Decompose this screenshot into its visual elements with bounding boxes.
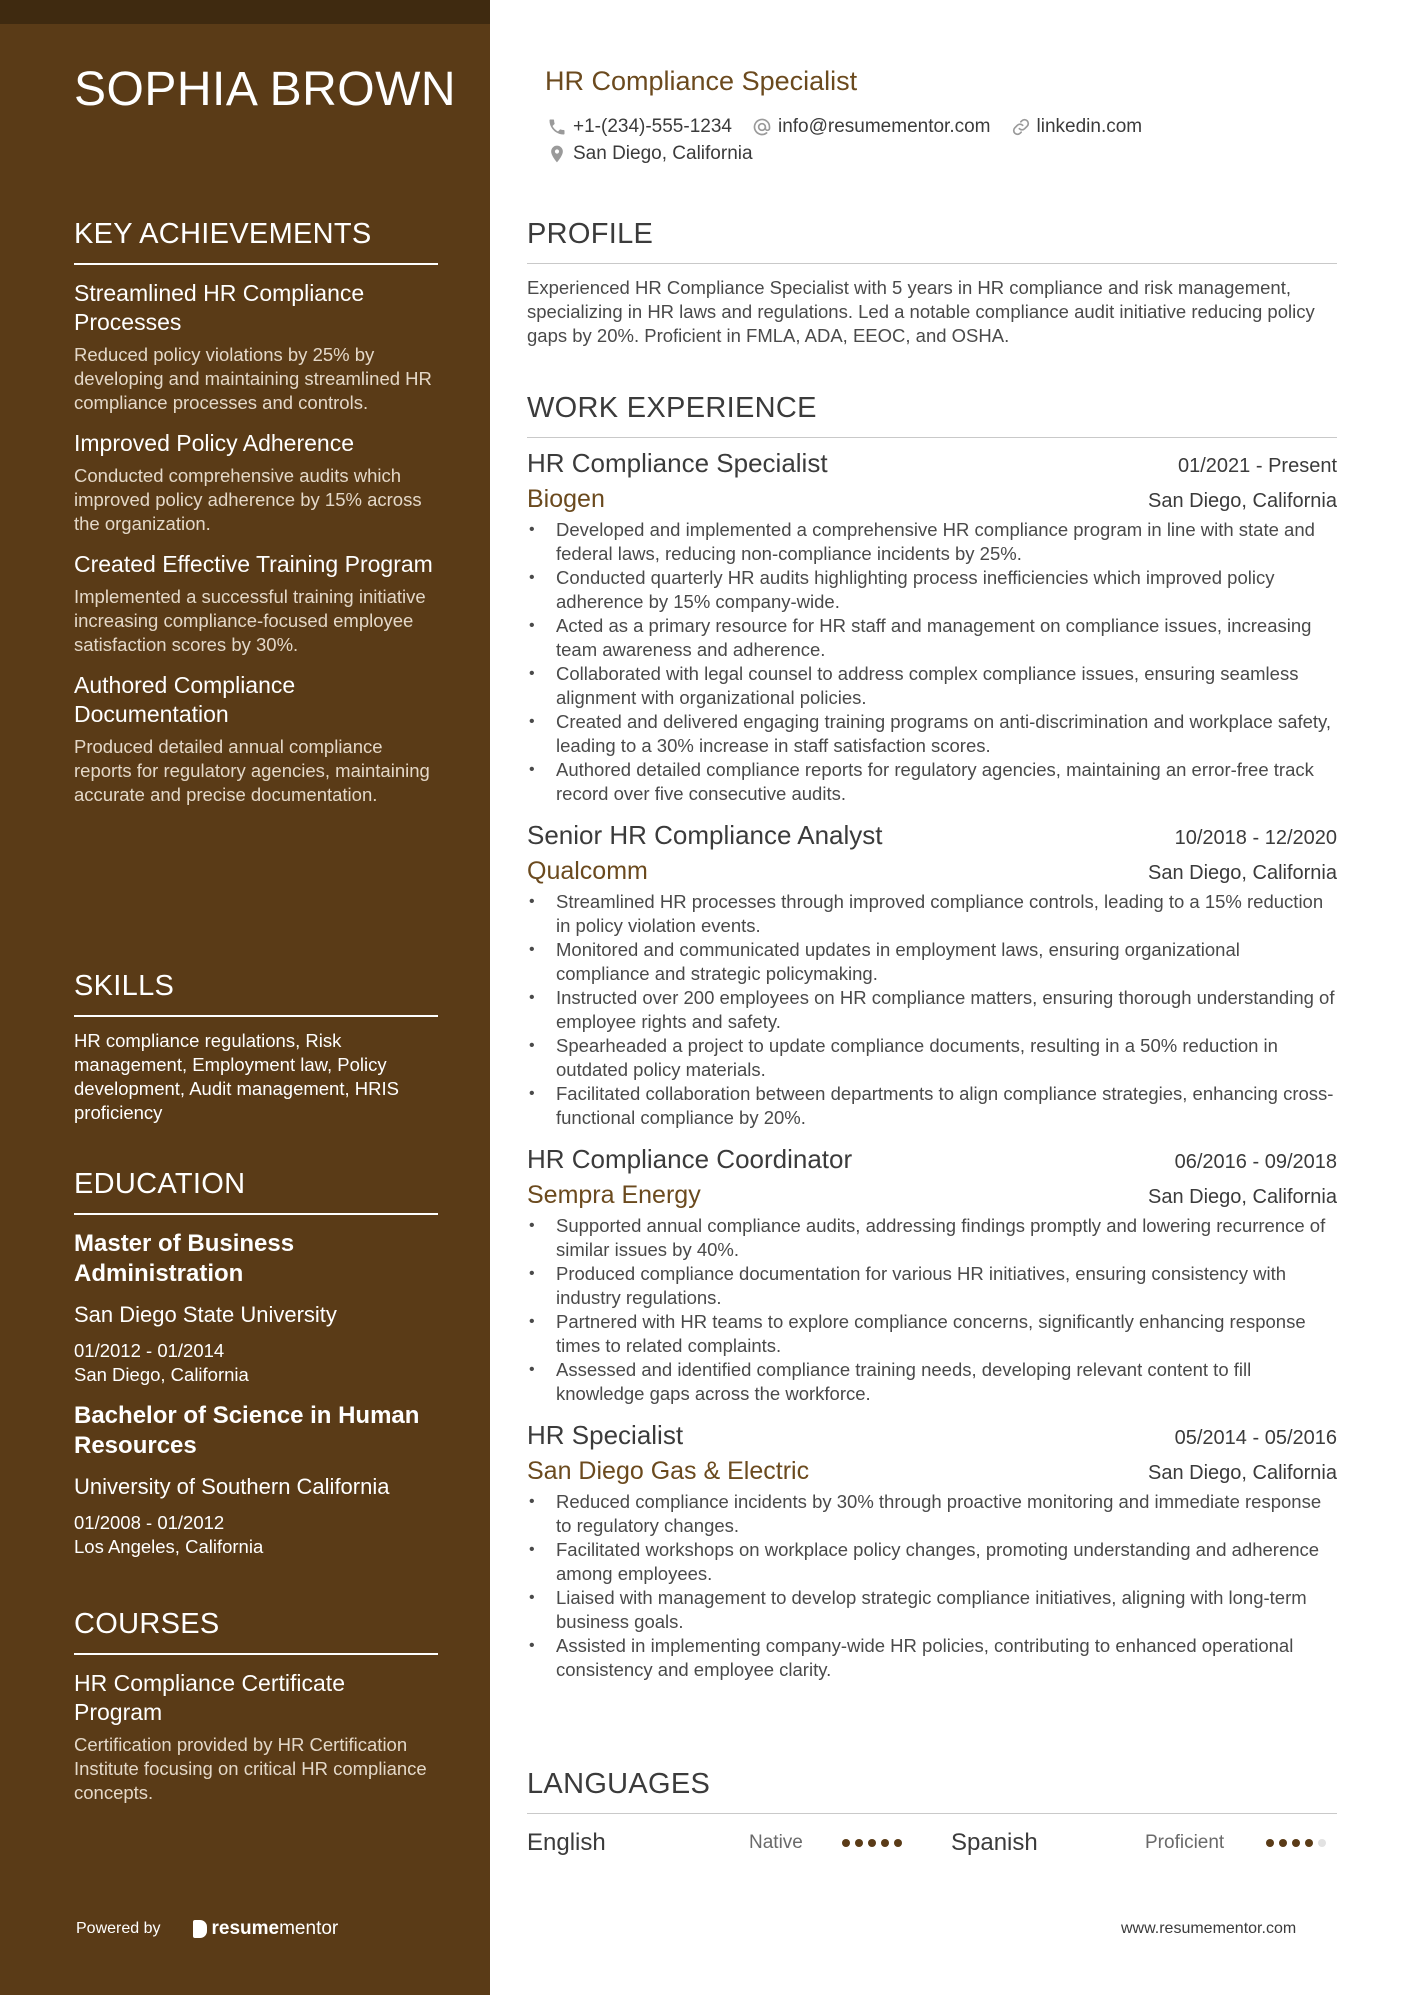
achievement-description: Conducted comprehensive audits which improved policy adherence by 15% across the organization. (74, 465, 422, 534)
achievement-description: Produced detailed annual compliance reports for regulatory agencies, maintaining accurate and precise documentation. (74, 736, 430, 805)
profile-section (527, 218, 1337, 348)
achievement-item (74, 279, 438, 415)
job-bullet: • Facilitated workshops on workplace policy changes, promoting understanding and adherence among employees. (527, 1538, 1337, 1586)
job-bullet: • Conducted quarterly HR audits highlighting process inefficiencies which improved policy adherence by 15% company-wide. (527, 566, 1337, 614)
powered-by-label: Powered by (76, 1920, 161, 1937)
education-school: University of Southern California (74, 1474, 390, 1499)
job-entry (527, 1420, 1337, 1682)
job-role: HR Specialist (527, 1420, 684, 1450)
resumementor-logo[interactable] (193, 1918, 339, 1940)
language-level: Native (749, 1832, 803, 1853)
course-title: HR Compliance Certificate Program (74, 1670, 345, 1725)
rating-dot-filled (894, 1839, 902, 1847)
job-dates: 05/2014 - 05/2016 (1174, 1427, 1337, 1449)
job-company: Biogen (527, 485, 605, 513)
location-contact (547, 143, 753, 165)
resumementor-logo-icon (193, 1920, 207, 1938)
candidate-name: SOPHIA BROWN (74, 63, 457, 116)
phone-icon (547, 117, 567, 137)
language-level: Proficient (1145, 1832, 1225, 1853)
job-role: HR Compliance Coordinator (527, 1144, 853, 1174)
education-section (74, 1168, 438, 1559)
job-bullet: • Developed and implemented a comprehensive HR compliance program in line with state and federal laws, reducing non-compliance incidents by 25%. (527, 518, 1337, 566)
job-bullet: • Assisted in implementing company-wide HR policies, contributing to enhanced operational consistency and employee clarity. (527, 1634, 1337, 1682)
job-entry (527, 1144, 1337, 1406)
job-entry (527, 448, 1337, 806)
job-bullet: • Collaborated with legal counsel to address complex compliance issues, ensuring seamless alignment with organizational policies. (527, 662, 1337, 710)
powered-by (76, 1918, 338, 1940)
job-bullet: • Streamlined HR processes through improved compliance controls, leading to a 15% reduction in policy violation events. (527, 890, 1337, 938)
education-item (74, 1229, 438, 1387)
section-title: COURSES (74, 1608, 438, 1655)
job-dates: 10/2018 - 12/2020 (1174, 827, 1337, 849)
key-achievements-section (74, 218, 438, 807)
education-dates: 01/2008 - 01/2012 (74, 1512, 225, 1533)
skills-list: HR compliance regulations, Risk management, Employment law, Policy development, Audit management, HRIS proficiency (74, 1030, 399, 1123)
job-role: HR Compliance Specialist (527, 448, 828, 478)
achievement-item (74, 429, 438, 536)
language-rating (1261, 1839, 1326, 1847)
job-location: San Diego, California (1148, 490, 1337, 512)
education-degree: Bachelor of Science in Human Resources (74, 1402, 420, 1459)
job-bullet: • Reduced compliance incidents by 30% through proactive monitoring and immediate response to regulatory changes. (527, 1490, 1337, 1538)
achievement-description: Reduced policy violations by 25% by developing and maintaining streamlined HR compliance processes and controls. (74, 344, 432, 413)
achievement-description: Implemented a successful training initiative increasing compliance-focused employee satisfaction scores by 30%. (74, 586, 426, 655)
job-bullet: • Assessed and identified compliance training needs, developing relevant content to fill knowledge gaps across the workforce. (527, 1358, 1337, 1406)
job-location: San Diego, California (1148, 1462, 1337, 1484)
profile-summary: Experienced HR Compliance Specialist with 5 years in HR compliance and risk management, specializing in HR laws and regulations. Led a notable compliance audit initiative reducing policy gaps by 20%. Proficient in FMLA, ADA, EEOC, and OSHA. (527, 277, 1315, 346)
job-bullets (527, 518, 1337, 806)
email-value: info@resumementor.com (777, 116, 991, 137)
linkedin-contact[interactable] (1011, 116, 1143, 138)
section-title: WORK EXPERIENCE (527, 392, 1337, 438)
language-name: Spanish (951, 1829, 1038, 1856)
rating-dot-filled (881, 1839, 889, 1847)
job-location: San Diego, California (1148, 1186, 1337, 1208)
skills-section (74, 970, 438, 1125)
rating-dot-empty (1318, 1839, 1326, 1847)
at-icon (752, 117, 772, 137)
job-bullet: • Instructed over 200 employees on HR compliance matters, ensuring thorough understanding of employee rights and safety. (527, 986, 1337, 1034)
section-title: PROFILE (527, 218, 1337, 264)
achievement-title: Authored Compliance Documentation (74, 672, 296, 727)
job-bullets (527, 1490, 1337, 1682)
education-item (74, 1401, 438, 1559)
education-location: Los Angeles, California (74, 1536, 264, 1557)
education-school: San Diego State University (74, 1302, 337, 1327)
language-rating (837, 1839, 951, 1847)
work-experience-section (527, 392, 1337, 1682)
job-bullet: • Produced compliance documentation for various HR initiatives, ensuring consistency with industry regulations. (527, 1262, 1337, 1310)
job-dates: 06/2016 - 09/2018 (1174, 1151, 1337, 1173)
rating-dot-filled (1266, 1839, 1274, 1847)
job-company: Sempra Energy (527, 1181, 701, 1209)
rating-dot-filled (1292, 1839, 1300, 1847)
section-title: LANGUAGES (527, 1768, 1337, 1814)
language-name: English (527, 1829, 606, 1856)
languages-row (527, 1828, 1337, 1858)
achievement-title: Streamlined HR Compliance Processes (74, 280, 365, 335)
job-bullets (527, 1214, 1337, 1406)
course-item (74, 1669, 438, 1805)
job-entry (527, 820, 1337, 1130)
email-contact[interactable] (752, 116, 991, 138)
rating-dot-filled (1305, 1839, 1313, 1847)
job-bullet: • Supported annual compliance audits, addressing findings promptly and lowering recurrence of similar issues by 40%. (527, 1214, 1337, 1262)
rating-dot-filled (842, 1839, 850, 1847)
section-title: EDUCATION (74, 1168, 438, 1215)
job-bullet: • Monitored and communicated updates in employment laws, ensuring organizational compliance and strategic policymaking. (527, 938, 1337, 986)
course-description: Certification provided by HR Certification Institute focusing on critical HR compliance concepts. (74, 1734, 427, 1803)
achievement-item (74, 550, 438, 657)
location-pin-icon (547, 144, 567, 164)
achievement-title: Improved Policy Adherence (74, 430, 354, 456)
education-location: San Diego, California (74, 1364, 249, 1385)
achievement-title: Created Effective Training Program (74, 551, 433, 577)
job-location: San Diego, California (1148, 862, 1337, 884)
sidebar (0, 0, 490, 1995)
job-role: Senior HR Compliance Analyst (527, 820, 883, 850)
phone-value: +1-(234)-555-1234 (573, 116, 732, 137)
job-bullet: • Created and delivered engaging training programs on anti-discrimination and workplace safety, leading to a 30% increase in staff satisfaction scores. (527, 710, 1337, 758)
job-bullet: • Authored detailed compliance reports for regulatory agencies, maintaining an error-free track record over five consecutive audits. (527, 758, 1337, 806)
job-company: San Diego Gas & Electric (527, 1457, 810, 1485)
job-bullet: • Partnered with HR teams to explore compliance concerns, significantly enhancing response times to related complaints. (527, 1310, 1337, 1358)
job-dates: 01/2021 - Present (1178, 455, 1337, 477)
headline: HR Compliance Specialist (545, 66, 858, 96)
sidebar-top-band (0, 0, 490, 24)
linkedin-value: linkedin.com (1036, 116, 1143, 137)
education-degree: Master of Business Administration (74, 1230, 295, 1287)
section-title: SKILLS (74, 970, 438, 1017)
footer-url[interactable]: www.resumementor.com (1121, 1920, 1297, 1937)
courses-section (74, 1608, 438, 1805)
languages-section (527, 1768, 1337, 1858)
section-title: KEY ACHIEVEMENTS (74, 218, 438, 265)
job-bullets (527, 890, 1337, 1130)
job-company: Qualcomm (527, 857, 648, 885)
location-value: San Diego, California (573, 143, 753, 164)
job-bullet: • Facilitated collaboration between departments to align compliance strategies, enhancing cross-functional compliance by 20%. (527, 1082, 1337, 1130)
job-bullet: • Liaised with management to develop strategic compliance initiatives, aligning with long-term business goals. (527, 1586, 1337, 1634)
job-bullet: • Spearheaded a project to update compliance documents, resulting in a 50% reduction in outdated policy materials. (527, 1034, 1337, 1082)
rating-dot-filled (1279, 1839, 1287, 1847)
link-icon (1011, 117, 1031, 137)
brand-light: mentor (279, 1918, 339, 1939)
contact-info (547, 114, 1327, 168)
rating-dot-filled (855, 1839, 863, 1847)
phone-contact[interactable] (547, 116, 732, 138)
achievement-item (74, 671, 438, 807)
job-bullet: • Acted as a primary resource for HR staff and management on compliance issues, increasing team awareness and adherence. (527, 614, 1337, 662)
brand-bold: resume (211, 1918, 280, 1939)
education-dates: 01/2012 - 01/2014 (74, 1340, 225, 1361)
rating-dot-filled (868, 1839, 876, 1847)
